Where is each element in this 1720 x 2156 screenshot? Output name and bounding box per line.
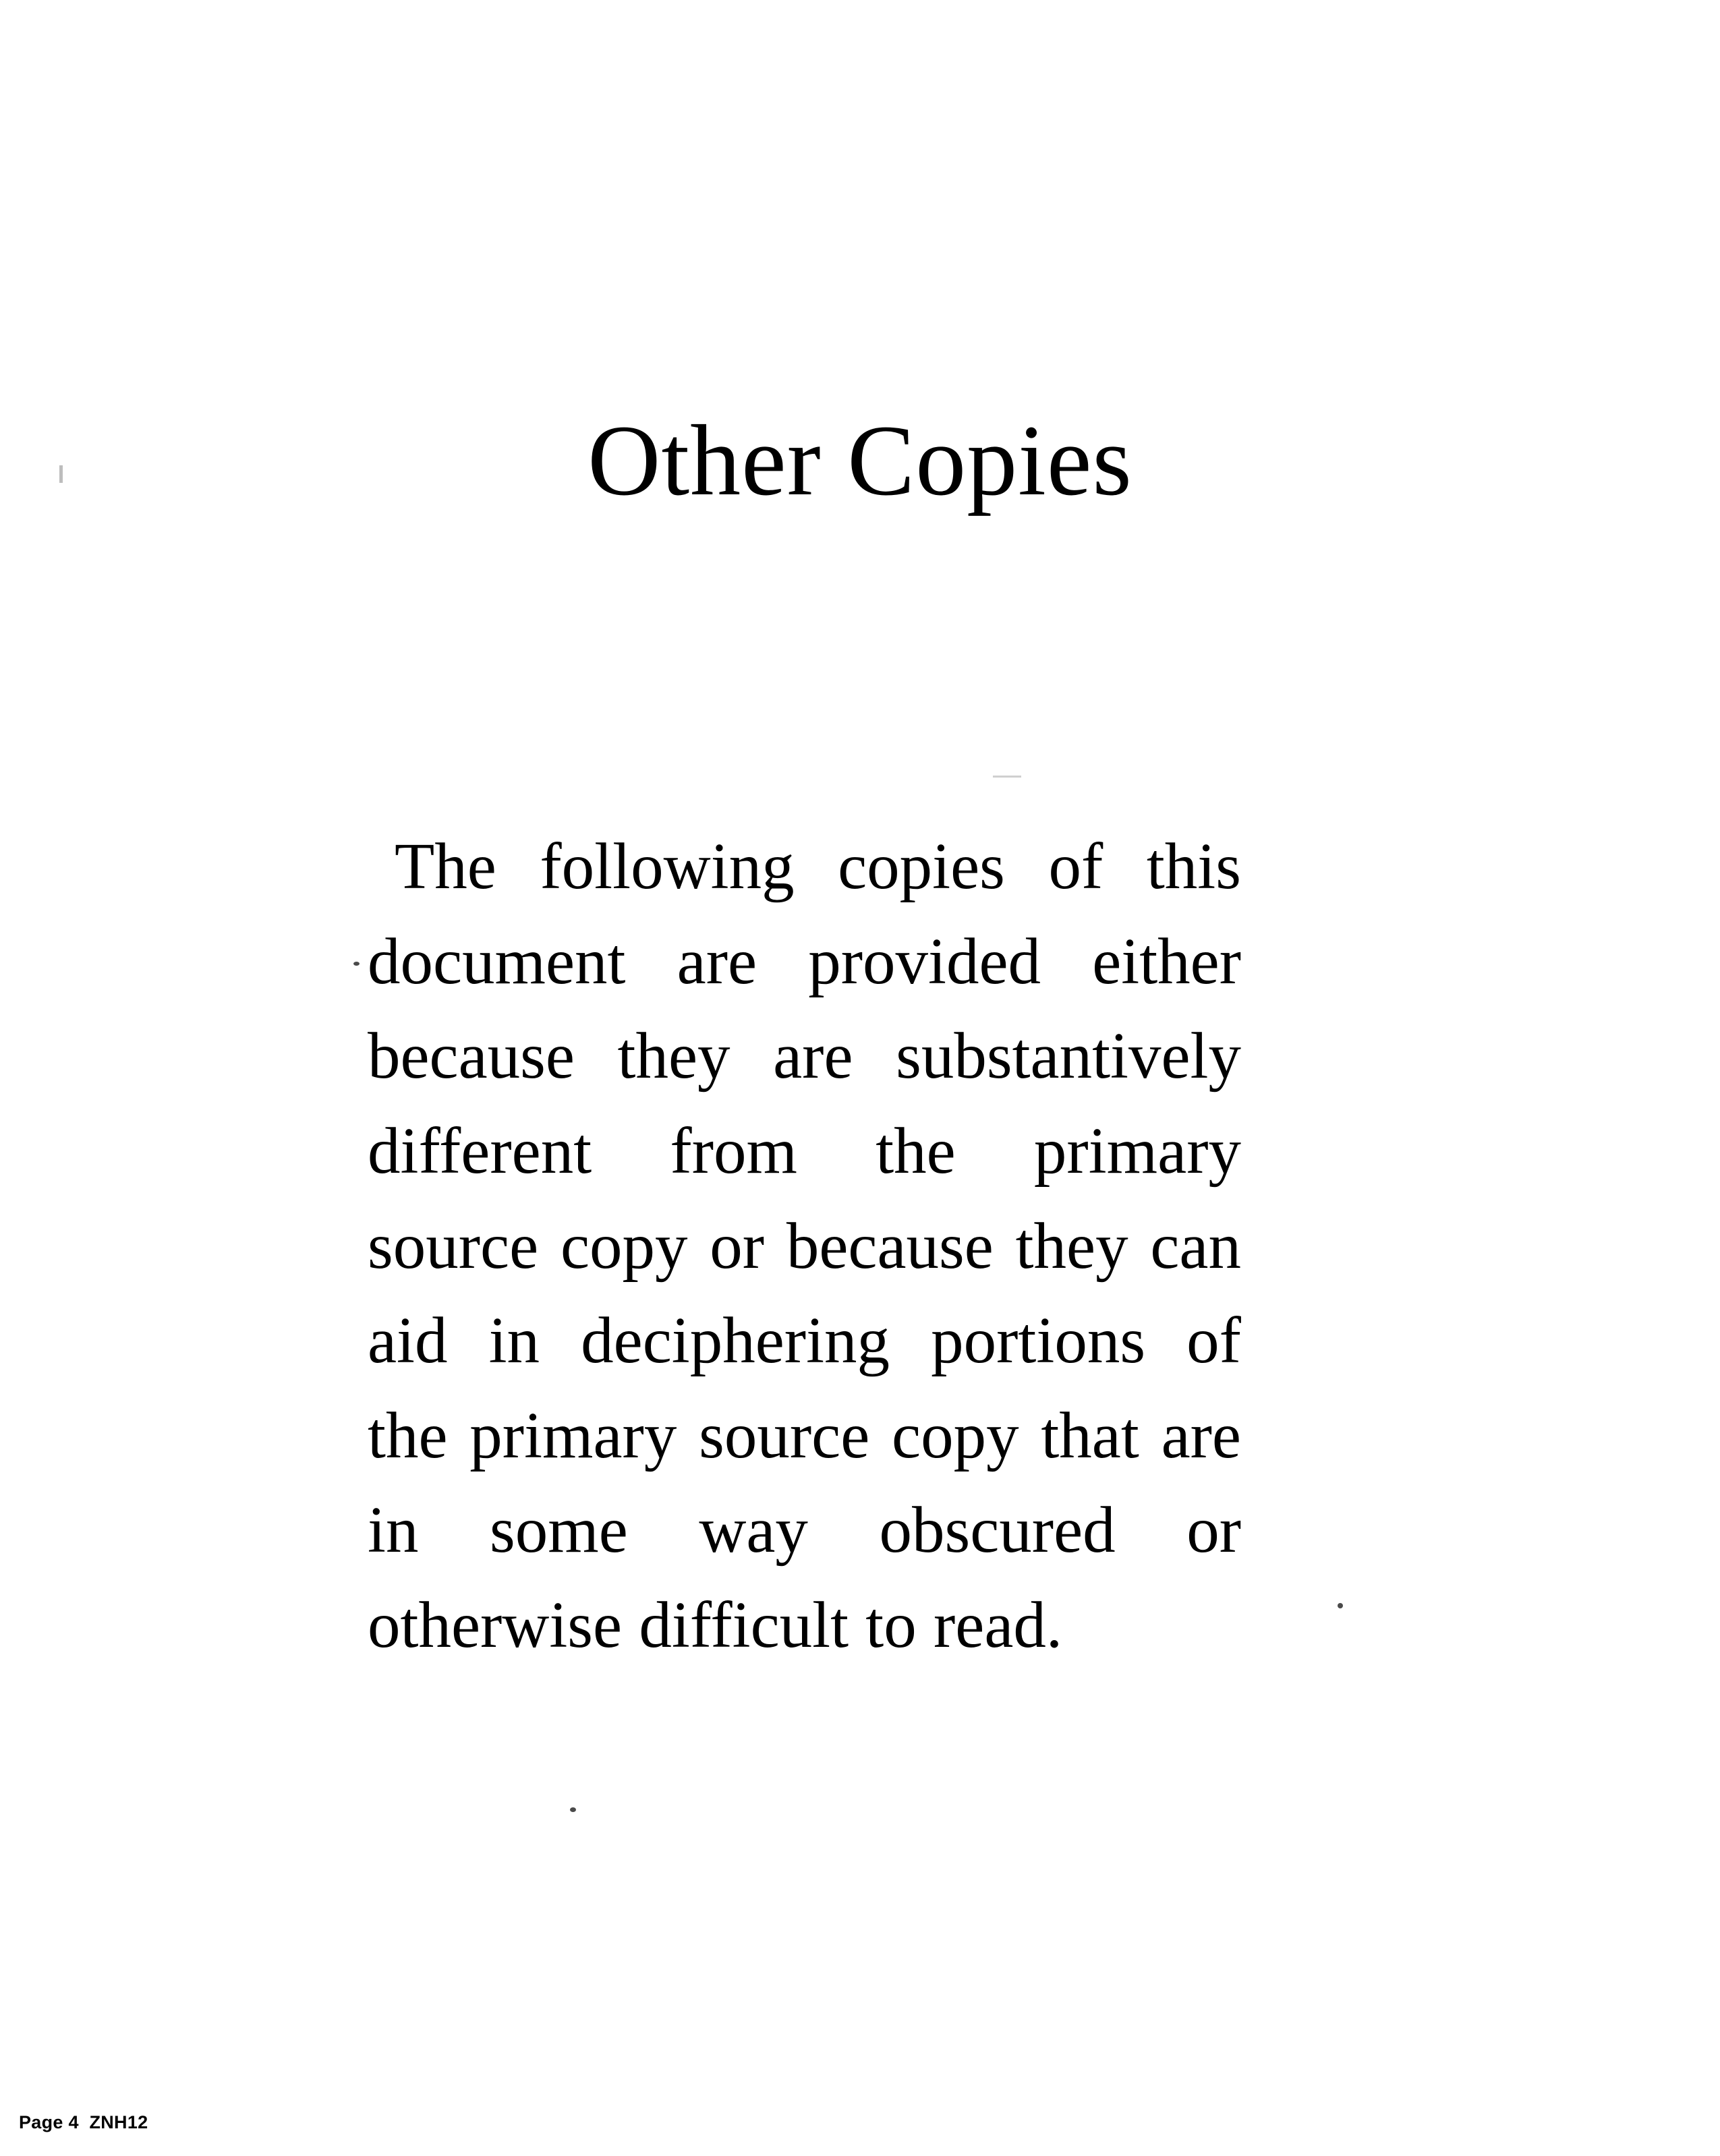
- scan-speck-icon: [570, 1807, 576, 1812]
- scan-line-mark-icon: [993, 776, 1021, 778]
- scan-speck-icon: [1338, 1603, 1343, 1608]
- page-title: Other Copies: [587, 404, 1133, 517]
- body-text-block: [368, 819, 1241, 1673]
- footer-page-stamp: Page 4 ZNH12: [19, 2112, 148, 2132]
- scan-edge-mark-icon: [59, 465, 63, 483]
- scan-speck-icon: [353, 962, 360, 966]
- body-paragraph: The following copies of this document are provided either because they are substantively different from the primary source copy or because they can aid in deciphering portions of the primary source copy that are in some way obscured or otherwise difficult to read.: [368, 830, 1241, 1662]
